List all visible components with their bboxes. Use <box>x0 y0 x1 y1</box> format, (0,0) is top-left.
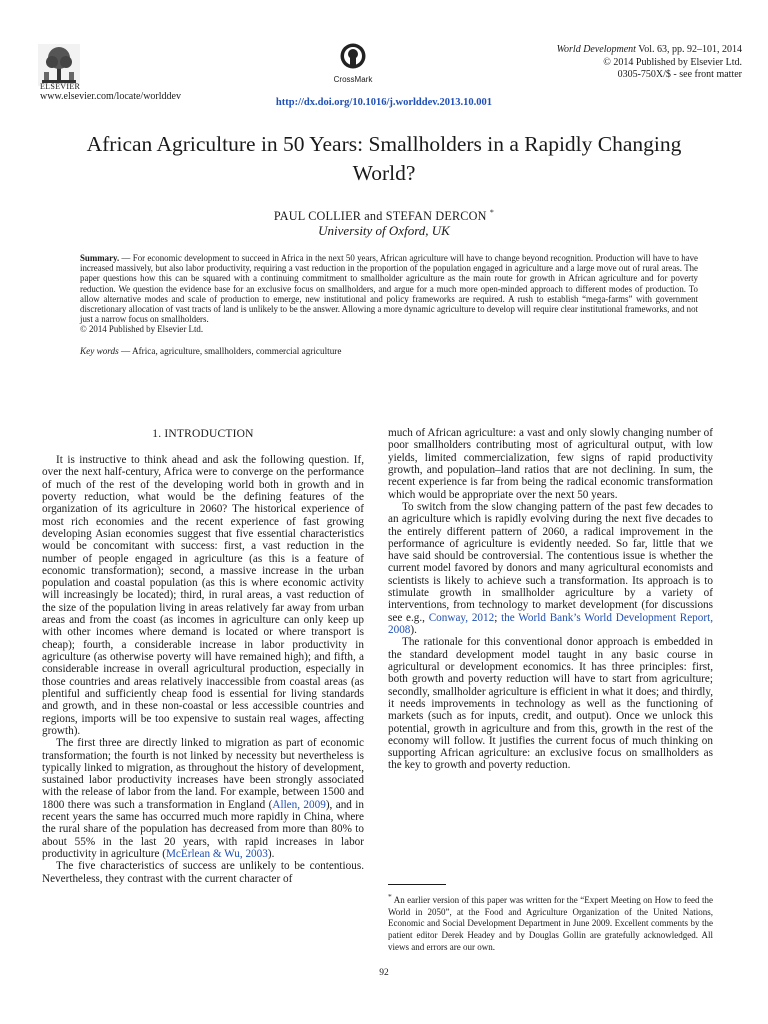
paragraph: It is instructive to think ahead and ask the following question. If, over the next half-century, Africa were to converge on the performance of much of the rest of the developing world both in growth and in poverty reduction, what would be the defining features of the organization of its agriculture in 2060? The historical experience of most rich economies and the recent experience of fast growing developing Asian economies suggest that five essential characteristics would be concomitant with success: first, a vast reduction in the number of people engaged in agriculture (as this is a feature of economic transformation); second, a massive increase in the urban population and coastal population (as this is where economic activity will increasingly be located); third, in rural areas, a vast reduction of the size of the population living in areas relatively far away from urban areas and from the coast (as incomes in agriculture can only keep up with other incomes where demand is located or where transport is cheap); fourth, a considerable increase in labor productivity in agriculture (as otherwise poverty will have remained high); and fifth, a considerable increase in overall agricultural production, especially in those countries and areas relatively inaccessible from coastal areas (as plentiful and sufficiently cheap food is essential for living standards and growth, and in these non-coastal or less accessible countries and regions, imports will be too expensive to sustain real wages, affecting growth). <box>42 454 364 737</box>
right-column <box>388 427 713 772</box>
citation-link[interactable]: Allen, 2009 <box>272 798 326 811</box>
journal-copyright: © 2014 Published by Elsevier Ltd. <box>603 56 742 68</box>
citation-link[interactable]: Conway, 2012 <box>428 611 495 624</box>
crossmark-label: CrossMark <box>333 75 373 84</box>
summary-copyright: © 2014 Published by Elsevier Ltd. <box>80 324 204 335</box>
keywords-text: — Africa, agriculture, smallholders, commercial agriculture <box>118 346 342 356</box>
footnote <box>388 891 713 954</box>
crossmark-icon <box>340 43 366 69</box>
abstract <box>80 253 698 335</box>
keywords <box>80 346 341 356</box>
paragraph: The rationale for this conventional donor approach is embedded in the standard development model taught in any basic course in agricultural or development economics. It has three principles: first, both growth and poverty reduction will have to start from agriculture; secondly, smallholder agriculture is efficient in what it does; and thirdly, it needs improvements in technology as well as the functioning of markets (such as for inputs, credit, and output). Once we unlock this potential, growth in agriculture and from this, growth in the rest of the economy will follow. It justifies the current focus of much thinking on supporting African agriculture: an exclusive focus on smallholders as the key to growth and poverty reduction. <box>388 636 713 772</box>
paragraph: much of African agriculture: a vast and only slowly changing number of poor smallholders contributing most of agricultural output, with low yields, limited commercialization, few signs of rapid productivity growth, and population–land ratios that are not declining. In sum, the recent experience is far from being the radical economic transformation which would be appropriate over the next 50 years. <box>388 427 713 501</box>
author-affiliation: University of Oxford, UK <box>318 223 450 238</box>
author-footnote-mark[interactable]: * <box>489 208 495 217</box>
keywords-label: Key words <box>80 346 119 356</box>
summary-label: Summary. <box>80 253 120 263</box>
footnote-rule <box>388 884 446 885</box>
citation-link[interactable]: the World Bank’s World Development Report, 2008 <box>388 611 713 636</box>
article-title: African Agriculture in 50 Years: Smallholders in a Rapidly Changing World? <box>86 132 682 185</box>
page-number: 92 <box>379 968 389 978</box>
citation-link[interactable]: McErlean & Wu, 2003 <box>165 848 268 860</box>
left-column <box>42 454 364 885</box>
elsevier-logo <box>38 44 80 86</box>
journal-info <box>557 44 742 82</box>
footnote-text: An earlier version of this paper was written for the “Expert Meeting on How to feed the World in 2050”, at the Food and Agriculture Organization of the United Nations, Economic and Social Development Department in June 2009. Excellent comments by the patient editor Derek Headey and by Douglas Gollin are gratefully acknowledged. All views and errors are our own. <box>388 895 713 952</box>
paragraph: The five characteristics of success are unlikely to be contentious. Nevertheless, they contrast with the current character of <box>42 860 364 885</box>
paragraph-text: ). <box>410 624 417 636</box>
summary-text: — For economic development to succeed in Africa in the next 50 years, African agriculture will have to change beyond recognition. Production will have to have increased massively, but also labor productivity, requiring a vast reduction in the proportion of the population engaged in agriculture and a large move out of rural areas. The paper questions how this can be squared with a continuing commitment to smallholder agriculture as the main route for growth in African agriculture and for poverty reduction. We question the evidence base for an exclusive focus on smallholders, and argue for a much more open-minded approach to different modes of production. To allow alternative modes and scale of production to emerge, new institutional and policy frameworks are required. A rush to establish “mega-farms” with government discretionary allocation of vast tracts of land is unlikely to be the answer. Allowing a more dynamic agriculture to develop will require clear institutional frameworks, and not just a narrow focus on smallholders. <box>80 253 698 325</box>
publisher-url[interactable]: www.elsevier.com/locate/worlddev <box>40 91 181 102</box>
publisher-name: ELSEVIER <box>40 82 81 91</box>
journal-citation <box>557 44 742 57</box>
paragraph <box>42 737 364 860</box>
footnote-mark: * <box>388 892 392 901</box>
article-authors <box>0 208 768 224</box>
paragraph-text: ; <box>494 611 502 624</box>
journal-issn: 0305-750X/$ - see front matter <box>617 69 742 81</box>
journal-name: World Development <box>556 44 636 55</box>
section-heading: 1. INTRODUCTION <box>152 428 254 440</box>
journal-volume-pages: Vol. 63, pp. 92–101, 2014 <box>635 44 742 55</box>
doi-link[interactable]: http://dx.doi.org/10.1016/j.worlddev.2013.10.001 <box>275 97 493 108</box>
paragraph-text: The first three are directly linked to migration as part of economic transformation; the fourth is not linked by necessity but nevertheless is typically linked to migration, as throughout the history of development, sustained labor productivity increases have been strongly associated with the release of labor from the land. For example, between 1500 and 1800 there was such a transformation in England ( <box>42 737 364 811</box>
paragraph-text: ), and in recent years the same has occurred much more rapidly in China, where the rural share of the population has decreased from more than 80% to about 55% in the last 20 years, with rapid increases in labor productivity in agriculture ( <box>42 798 364 860</box>
paragraph <box>388 501 713 636</box>
paragraph-text: ). <box>267 848 275 860</box>
author-names: PAUL COLLIER and STEFAN DERCON <box>273 209 487 224</box>
crossmark-badge[interactable] <box>333 43 373 84</box>
paragraph-text: To switch from the slow changing pattern of the past few decades to an agriculture which is rapidly evolving during the next five decades to the entirely different pattern of 2060, a radical improvement in the performance of agriculture is evidently needed. So far, little that we have said should be controversial. The contentious issue is whether the current model favored by donors and many agricultural economists and scientists is likely to achieve such a transformation. Its approach is to stimulate growth in smallholder agriculture by a variety of interventions, from technology to market development (for discussions see e.g., <box>388 500 713 624</box>
